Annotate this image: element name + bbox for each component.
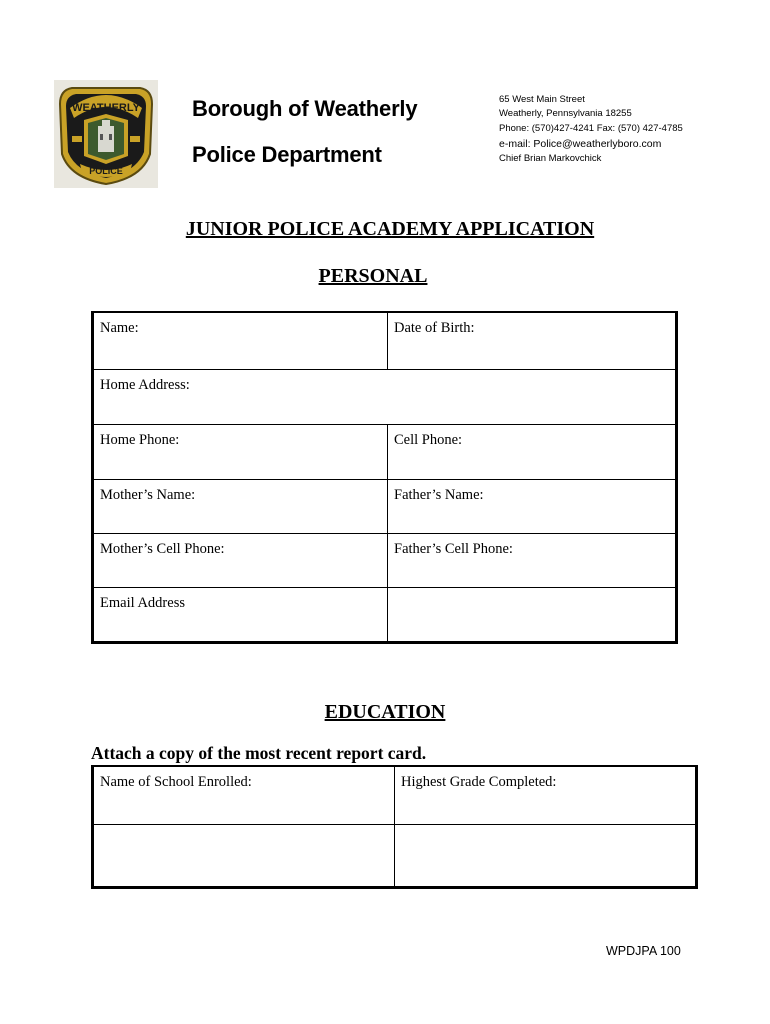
personal-table [91, 311, 678, 644]
home-phone-label: Home Phone: [100, 432, 180, 448]
email-line: e-mail: Police@weatherlyboro.com [499, 138, 662, 151]
table-row [94, 425, 675, 480]
mother-cell-label: Mother’s Cell Phone: [100, 541, 225, 557]
badge-top-text: WEATHERLY [72, 102, 140, 114]
grade-label-cell [394, 767, 695, 824]
personal-heading: PERSONAL [318, 265, 428, 287]
table-row [94, 825, 695, 886]
form-code: WPDJPA 100 [606, 944, 681, 958]
badge-bottom-text: POLICE [89, 166, 123, 176]
mother-name-field[interactable] [94, 480, 387, 533]
table-row [94, 370, 675, 425]
address-line-2: Weatherly, Pennsylvania 18255 [499, 108, 632, 120]
email-field[interactable] [94, 588, 387, 641]
table-row [94, 767, 695, 825]
dob-field[interactable] [387, 313, 675, 369]
mother-name-label: Mother’s Name: [100, 487, 196, 503]
father-name-label: Father’s Name: [394, 487, 484, 503]
education-heading: EDUCATION [324, 701, 446, 723]
home-address-label: Home Address: [100, 377, 190, 393]
email-value-field[interactable] [387, 588, 675, 641]
report-card-note: Attach a copy of the most recent report card. [91, 743, 427, 763]
police-badge-icon [54, 80, 158, 188]
org-title: Borough of Weatherly [192, 96, 418, 121]
name-field[interactable] [94, 313, 387, 369]
dob-label: Date of Birth: [394, 320, 475, 336]
phone-fax-line: Phone: (570)427-4241 Fax: (570) 427-4785 [499, 122, 683, 134]
home-address-field[interactable] [94, 370, 675, 424]
email-label: Email Address [100, 595, 185, 611]
education-table [91, 765, 698, 889]
grade-input[interactable] [394, 825, 695, 886]
name-label: Name: [100, 320, 139, 336]
table-row [94, 480, 675, 534]
chief-line: Chief Brian Markovchick [499, 152, 602, 164]
father-cell-label: Father’s Cell Phone: [394, 541, 513, 557]
grade-label: Highest Grade Completed: [401, 774, 557, 790]
form-title: JUNIOR POLICE ACADEMY APPLICATION [185, 218, 595, 240]
table-row [94, 588, 675, 641]
org-subtitle: Police Department [192, 142, 382, 167]
mother-cell-field[interactable] [94, 534, 387, 587]
school-input[interactable] [94, 825, 394, 886]
cell-phone-field[interactable] [387, 425, 675, 479]
contact-block [499, 93, 683, 166]
home-phone-field[interactable] [94, 425, 387, 479]
school-label-cell [94, 767, 394, 824]
father-name-field[interactable] [387, 480, 675, 533]
father-cell-field[interactable] [387, 534, 675, 587]
table-row [94, 313, 675, 370]
school-label: Name of School Enrolled: [100, 774, 252, 790]
table-row [94, 534, 675, 588]
address-line-1: 65 West Main Street [499, 94, 585, 105]
cell-phone-label: Cell Phone: [394, 432, 463, 448]
